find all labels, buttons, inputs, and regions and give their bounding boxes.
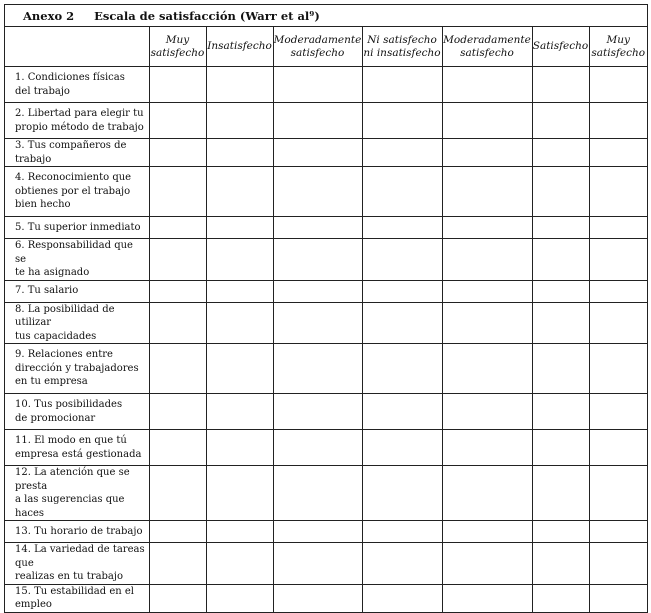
item-text-line: del trabajo xyxy=(15,85,70,97)
table-row xyxy=(5,280,647,302)
item-label xyxy=(5,103,149,139)
response-cell[interactable] xyxy=(206,167,273,217)
response-cell[interactable] xyxy=(273,239,362,281)
response-cell[interactable] xyxy=(532,103,589,139)
item-label xyxy=(5,344,149,394)
item-text: Tu salario xyxy=(27,285,79,297)
response-cell[interactable] xyxy=(273,430,362,466)
item-label xyxy=(5,584,149,612)
item-label xyxy=(5,394,149,430)
response-cell[interactable] xyxy=(532,584,589,612)
response-cell[interactable] xyxy=(149,521,206,543)
response-cell[interactable] xyxy=(442,217,532,239)
item-text-line xyxy=(15,434,146,448)
item-text: El modo en que tú xyxy=(34,435,127,446)
column-header: Moderadamente satisfecho xyxy=(273,27,362,67)
response-cell[interactable] xyxy=(149,139,206,167)
item-label xyxy=(5,430,149,466)
response-cell[interactable] xyxy=(362,584,442,612)
table-row xyxy=(5,394,647,430)
response-cell[interactable] xyxy=(149,344,206,394)
response-cell[interactable] xyxy=(532,521,589,543)
item-text-line xyxy=(15,543,146,570)
table-row xyxy=(5,521,647,543)
item-label xyxy=(5,67,149,103)
item-text: La posibilidad de utilizar xyxy=(15,303,115,328)
column-header: Muy satisfecho xyxy=(589,27,647,67)
response-cell[interactable] xyxy=(532,239,589,281)
item-number: 1. xyxy=(15,72,25,83)
response-cell[interactable] xyxy=(273,139,362,167)
response-cell[interactable] xyxy=(206,466,273,521)
item-number: 12. xyxy=(15,467,31,478)
response-cell[interactable] xyxy=(532,280,589,302)
item-label xyxy=(5,139,149,167)
item-text-line xyxy=(15,221,146,235)
response-cell[interactable] xyxy=(532,139,589,167)
table-row xyxy=(5,543,647,585)
header-row xyxy=(5,27,647,67)
column-header: Ni satisfecho ni insatisfecho xyxy=(362,27,442,67)
item-text: Tus compañeros de trabajo xyxy=(15,140,127,165)
item-text: Responsabilidad que se xyxy=(15,240,133,265)
table-row xyxy=(5,167,647,217)
item-text-line xyxy=(15,107,146,121)
response-cell[interactable] xyxy=(532,543,589,585)
response-cell[interactable] xyxy=(442,280,532,302)
table-row xyxy=(5,239,647,281)
response-cell[interactable] xyxy=(362,280,442,302)
response-cell[interactable] xyxy=(273,280,362,302)
item-number: 7. xyxy=(15,285,25,297)
response-cell[interactable] xyxy=(362,344,442,394)
item-label xyxy=(5,167,149,217)
item-number: 10. xyxy=(15,399,31,410)
response-cell[interactable] xyxy=(273,167,362,217)
column-header: Moderadamente satisfecho xyxy=(442,27,532,67)
response-cell[interactable] xyxy=(442,239,532,281)
response-cell[interactable] xyxy=(149,543,206,585)
item-label xyxy=(5,217,149,239)
response-cell[interactable] xyxy=(149,239,206,281)
item-number: 6. xyxy=(15,240,25,251)
response-cell[interactable] xyxy=(442,344,532,394)
response-cell[interactable] xyxy=(206,521,273,543)
item-text-line: bien hecho xyxy=(15,199,71,211)
response-cell[interactable] xyxy=(206,239,273,281)
response-cell[interactable] xyxy=(442,103,532,139)
response-cell[interactable] xyxy=(362,239,442,281)
item-text-line: obtienes por el trabajo xyxy=(15,185,131,197)
item-text-line: tus capacidades xyxy=(15,330,97,342)
response-cell[interactable] xyxy=(206,67,273,103)
table-body xyxy=(5,67,647,612)
item-text-line xyxy=(15,466,146,493)
item-label xyxy=(5,466,149,521)
response-cell[interactable] xyxy=(442,67,532,103)
response-cell[interactable] xyxy=(589,521,647,543)
item-label xyxy=(5,302,149,344)
item-number: 4. xyxy=(15,172,25,184)
response-cell[interactable] xyxy=(589,344,647,394)
annex-caption xyxy=(5,5,647,27)
table-row xyxy=(5,344,647,394)
item-number: 8. xyxy=(15,303,25,315)
item-number: 14. xyxy=(15,544,31,555)
item-number: 9. xyxy=(15,349,25,361)
response-cell[interactable] xyxy=(589,167,647,217)
column-header: Muy satisfecho xyxy=(149,27,206,67)
response-cell[interactable] xyxy=(532,430,589,466)
response-cell[interactable] xyxy=(532,302,589,344)
table-row xyxy=(5,584,647,612)
response-cell[interactable] xyxy=(273,466,362,521)
response-cell[interactable] xyxy=(206,280,273,302)
item-text-line: en tu empresa xyxy=(15,376,88,388)
response-cell[interactable] xyxy=(589,584,647,612)
satisfaction-table xyxy=(5,27,647,612)
response-cell[interactable] xyxy=(273,584,362,612)
item-text-line xyxy=(15,525,146,539)
response-cell[interactable] xyxy=(273,394,362,430)
response-cell[interactable] xyxy=(362,67,442,103)
response-cell[interactable] xyxy=(362,103,442,139)
item-text: Condiciones físicas xyxy=(27,72,125,83)
annex-title: Escala de satisfacción (Warr et al⁹) xyxy=(94,8,320,23)
item-text-line: a las sugerencias que haces xyxy=(15,494,125,519)
response-cell[interactable] xyxy=(273,103,362,139)
item-number: 2. xyxy=(15,108,25,119)
response-cell[interactable] xyxy=(532,394,589,430)
response-cell[interactable] xyxy=(442,584,532,612)
table-row xyxy=(5,67,647,103)
response-cell[interactable] xyxy=(149,280,206,302)
response-cell[interactable] xyxy=(532,67,589,103)
response-cell[interactable] xyxy=(362,430,442,466)
response-cell[interactable] xyxy=(149,430,206,466)
item-text: Reconocimiento que xyxy=(27,172,132,184)
item-text-line: de promocionar xyxy=(15,412,96,424)
item-text: Tu superior inmediato xyxy=(27,221,141,233)
response-cell[interactable] xyxy=(273,344,362,394)
item-number: 5. xyxy=(15,221,25,233)
response-cell[interactable] xyxy=(149,67,206,103)
response-cell[interactable] xyxy=(206,344,273,394)
response-cell[interactable] xyxy=(362,302,442,344)
response-cell[interactable] xyxy=(532,217,589,239)
response-cell[interactable] xyxy=(206,139,273,167)
item-label xyxy=(5,521,149,543)
response-cell[interactable] xyxy=(273,543,362,585)
item-text: Libertad para elegir tu xyxy=(27,108,144,119)
header-item-corner xyxy=(5,27,149,67)
response-cell[interactable] xyxy=(149,394,206,430)
response-cell[interactable] xyxy=(532,466,589,521)
response-cell[interactable] xyxy=(206,394,273,430)
item-text-line: te ha asignado xyxy=(15,267,90,278)
response-cell[interactable] xyxy=(442,139,532,167)
response-cell[interactable] xyxy=(206,430,273,466)
item-text-line: dirección y trabajadores xyxy=(15,362,139,374)
response-cell[interactable] xyxy=(442,394,532,430)
column-header: Satisfecho xyxy=(532,27,589,67)
response-cell[interactable] xyxy=(589,239,647,281)
response-cell[interactable] xyxy=(442,302,532,344)
response-cell[interactable] xyxy=(149,584,206,612)
response-cell[interactable] xyxy=(589,466,647,521)
response-cell[interactable] xyxy=(362,139,442,167)
response-cell[interactable] xyxy=(149,167,206,217)
table-row xyxy=(5,466,647,521)
item-text: Tus posibilidades xyxy=(34,399,123,410)
response-cell[interactable] xyxy=(362,521,442,543)
column-header: Insatisfecho xyxy=(206,27,273,67)
response-cell[interactable] xyxy=(442,430,532,466)
item-label xyxy=(5,543,149,585)
table-row xyxy=(5,103,647,139)
response-cell[interactable] xyxy=(362,466,442,521)
response-cell[interactable] xyxy=(149,466,206,521)
item-number: 3. xyxy=(15,140,25,151)
response-cell[interactable] xyxy=(589,302,647,344)
item-text-line xyxy=(15,398,146,412)
response-cell[interactable] xyxy=(589,103,647,139)
table-row xyxy=(5,430,647,466)
item-text-line xyxy=(15,284,146,298)
item-text-line xyxy=(15,171,146,185)
response-cell[interactable] xyxy=(273,521,362,543)
response-cell[interactable] xyxy=(206,584,273,612)
response-cell[interactable] xyxy=(532,344,589,394)
response-cell[interactable] xyxy=(273,302,362,344)
response-cell[interactable] xyxy=(532,167,589,217)
item-text: La variedad de tareas que xyxy=(15,544,145,569)
item-number: 11. xyxy=(15,435,31,446)
item-text-line xyxy=(15,239,146,266)
item-text-line xyxy=(15,139,146,166)
response-cell[interactable] xyxy=(362,394,442,430)
item-text-line xyxy=(15,303,146,330)
item-text-line xyxy=(15,348,146,362)
response-cell[interactable] xyxy=(442,521,532,543)
item-text-line xyxy=(15,585,146,612)
response-cell[interactable] xyxy=(206,103,273,139)
response-cell[interactable] xyxy=(362,217,442,239)
response-cell[interactable] xyxy=(362,543,442,585)
response-cell[interactable] xyxy=(149,103,206,139)
response-cell[interactable] xyxy=(206,302,273,344)
response-cell[interactable] xyxy=(589,280,647,302)
item-label xyxy=(5,280,149,302)
item-number: 13. xyxy=(15,525,31,537)
item-text: Relaciones entre xyxy=(27,349,113,361)
response-cell[interactable] xyxy=(442,167,532,217)
table-row xyxy=(5,302,647,344)
response-cell[interactable] xyxy=(149,217,206,239)
item-text: La atención que se presta xyxy=(15,467,130,492)
response-cell[interactable] xyxy=(589,394,647,430)
item-text-line: empresa está gestionada xyxy=(15,448,142,460)
item-text: Tu horario de trabajo xyxy=(34,525,143,537)
response-cell[interactable] xyxy=(206,543,273,585)
annex-label: Anexo 2 xyxy=(23,8,75,23)
response-cell[interactable] xyxy=(149,302,206,344)
response-cell[interactable] xyxy=(589,217,647,239)
response-cell[interactable] xyxy=(589,139,647,167)
item-number: 15. xyxy=(15,585,31,597)
satisfaction-scale-annex xyxy=(4,4,648,613)
table-row xyxy=(5,139,647,167)
item-label xyxy=(5,239,149,281)
item-text-line: realizas en tu trabajo xyxy=(15,571,124,582)
response-cell[interactable] xyxy=(589,543,647,585)
item-text-line: propio método de trabajo xyxy=(15,121,144,133)
item-text-line xyxy=(15,71,146,85)
item-text: Tu estabilidad en el empleo xyxy=(15,585,135,610)
response-cell[interactable] xyxy=(362,167,442,217)
response-cell[interactable] xyxy=(206,217,273,239)
response-cell[interactable] xyxy=(442,466,532,521)
response-cell[interactable] xyxy=(273,217,362,239)
response-cell[interactable] xyxy=(589,430,647,466)
response-cell[interactable] xyxy=(442,543,532,585)
response-cell[interactable] xyxy=(589,67,647,103)
table-row xyxy=(5,217,647,239)
response-cell[interactable] xyxy=(273,67,362,103)
